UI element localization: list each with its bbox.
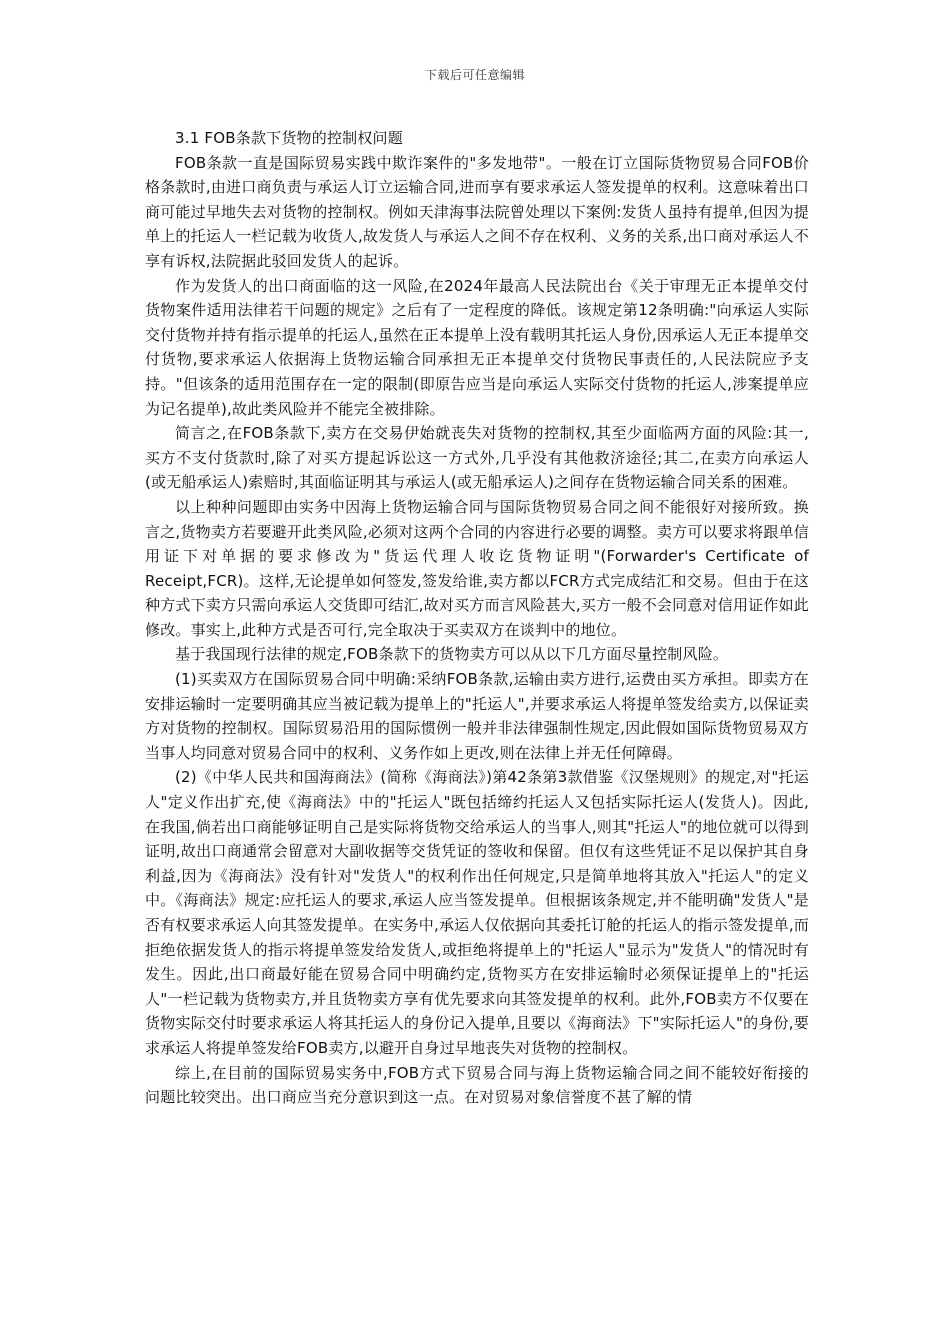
paragraph: 基于我国现行法律的规定,FOB条款下的货物卖方可以从以下几方面尽量控制风险。 <box>175 645 729 664</box>
paragraph: (2)《中华人民共和国海商法》(简称《海商法》)第42条第3款借鉴《汉堡规则》的规定,对"托运人"定义作出扩充,使《海商法》中的"托运人"既包括缔约托运人又包括实际托运人(发货人)。因此,在我国,倘若出口商能够证明自己是实际将货物交给承运人的当事人,则其"托运人"的地位就可以得到证明,故出口商通常会留意对大副收据等交货凭证的签收和保留。但仅有这些凭证不足以保护其自身利益,因为《海商法》没有针对"发货人"的权利作出任何规定,只是简单地将其放入"托运人"的定义中。《海商法》规定:应托运人的要求,承运人应当签发提单。但根据该条规定,并不能明确"发货人"是否有权要求承运人向其签发提单。在实务中,承运人仅依据向其委托订舱的托运人的指示签发提单,而拒绝依据发货人的指示将提单签发给发货人,或拒绝将提单上的"托运人"显示为"发货人"的情况时有发生。因此,出口商最好能在贸易合同中明确约定,货物买方在安排运输时必须保证提单上的"托运人"一栏记载为货物卖方,并且货物卖方享有优先要求向其签发提单的权利。此外,FOB卖方不仅要在货物实际交付时要求承运人将其托运人的身份记入提单,且要以《海商法》下"实际托运人"的身份,要求承运人将提单签发给FOB卖方,以避开自身过早地丧失对货物的控制权。 <box>145 768 809 1057</box>
paragraph: 简言之,在FOB条款下,卖方在交易伊始就丧失对货物的控制权,其至少面临两方面的风险:其一,买方不支付货款时,除了对买方提起诉讼这一方式外,几乎没有其他救济途径;其二,在卖方向承运人(或无船承运人)索赔时,其面临证明其与承运人(或无船承运人)之间存在货物运输合同关系的困难。 <box>145 424 809 492</box>
paragraph: FOB条款一直是国际贸易实践中欺诈案件的"多发地带"。一般在订立国际货物贸易合同FOB价格条款时,由进口商负责与承运人订立运输合同,进而享有要求承运人签发提单的权利。这意味着出口商可能过早地失去对货物的控制权。例如天津海事法院曾处理以下案例:发货人虽持有提单,但因为提单上的托运人一栏记载为收货人,故发货人与承运人之间不存在权利、义务的关系,出口商对承运人不享有诉权,法院据此驳回发货人的起诉。 <box>145 153 809 270</box>
paragraph: (1)买卖双方在国际贸易合同中明确:采纳FOB条款,运输由卖方进行,运费由买方承担。即卖方在安排运输时一定要明确其应当被记载为提单上的"托运人",并要求承运人将提单签发给卖方,以保证卖方对货物的控制权。国际贸易沿用的国际惯例一般并非法律强制性规定,因此假如国际货物贸易双方当事人均同意对贸易合同中的权利、义务作如上更改,则在法律上并无任何障碍。 <box>145 670 809 762</box>
paragraph: 作为发货人的出口商面临的这一风险,在2024年最高人民法院出台《关于审理无正本提单交付货物案件适用法律若干问题的规定》之后有了一定程度的降低。该规定第12条明确:"向承运人实际交付货物并持有指示提单的托运人,虽然在正本提单上没有载明其托运人身份,因承运人无正本提单交付货物,要求承运人依据海上货物运输合同承担无正本提单交付货物民事责任的,人民法院应予支持。"但该条的适用范围存在一定的限制(即原告应当是向承运人实际交付货物的托运人,涉案提单应为记名提单),故此类风险并不能完全被排除。 <box>145 276 809 418</box>
document-body <box>145 126 809 1110</box>
paragraph: 以上种种问题即由实务中因海上货物运输合同与国际货物贸易合同之间不能很好对接所致。换言之,货物卖方若要避开此类风险,必须对这两个合同的内容进行必要的调整。卖方可以要求将跟单信用证下对单据的要求修改为"货运代理人收讫货物证明"(Forwarder's Certificate of Receipt,FCR)。这样,无论提单如何签发,签发给谁,卖方都以FCR方式完成结汇和交易。但由于在这种方式下卖方只需向承运人交货即可结汇,故对买方而言风险甚大,买方一般不会同意对信用证作如此修改。事实上,此种方式是否可行,完全取决于买卖双方在谈判中的地位。 <box>145 497 809 639</box>
paragraph: 综上,在目前的国际贸易实务中,FOB方式下贸易合同与海上货物运输合同之间不能较好衔接的问题比较突出。出口商应当充分意识到这一点。在对贸易对象信誉度不甚了解的情 <box>145 1063 809 1107</box>
page-header: 下载后可任意编辑 <box>424 68 525 82</box>
section-heading: 3.1 FOB条款下货物的控制权问题 <box>175 129 403 147</box>
